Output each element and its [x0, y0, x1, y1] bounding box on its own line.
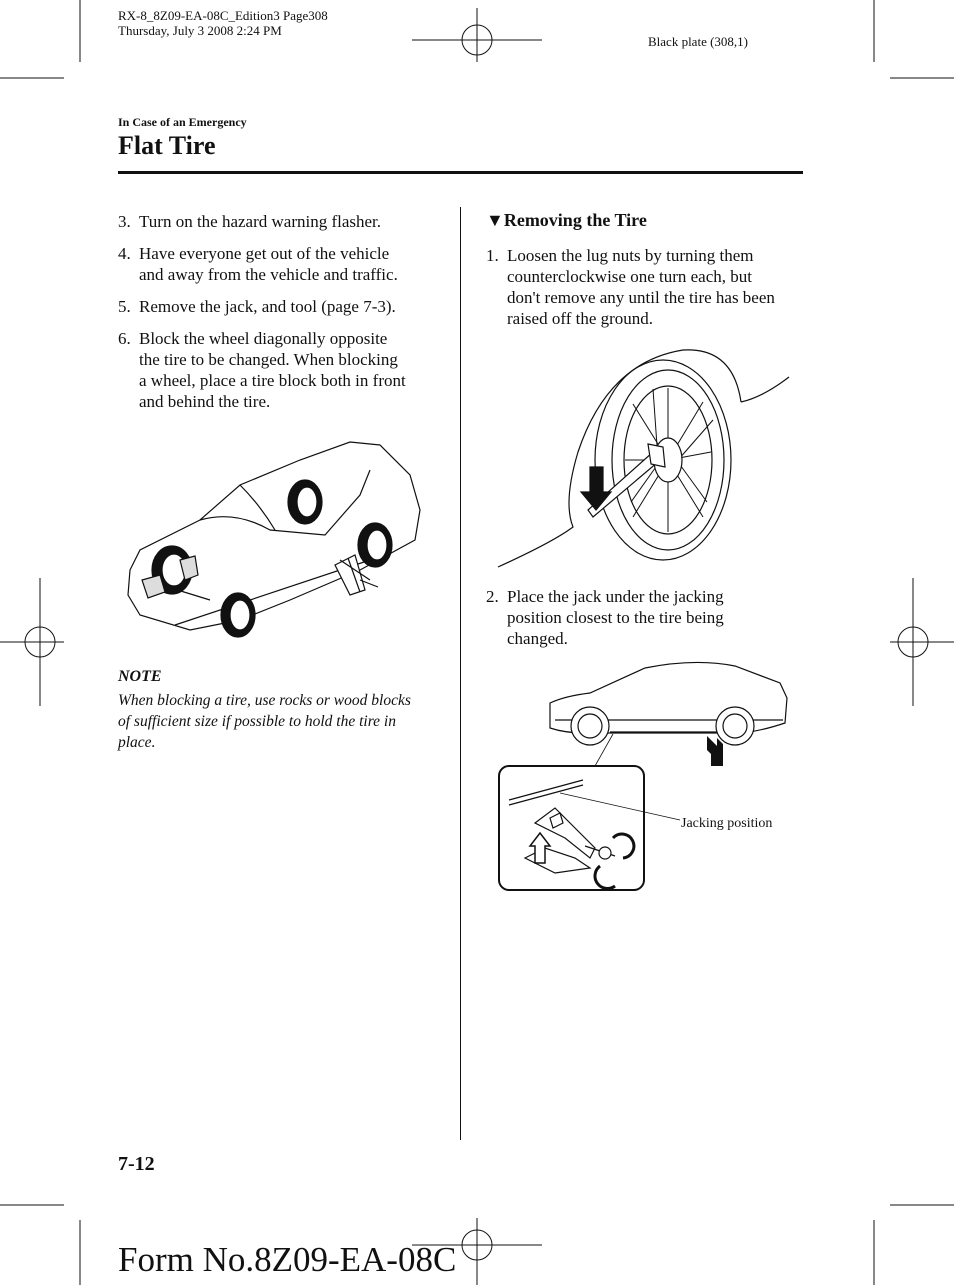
note-heading: NOTE: [118, 668, 162, 685]
page-number: 7-12: [118, 1153, 155, 1175]
print-info: [118, 8, 328, 38]
car-tire-block-illustration: [120, 430, 440, 650]
plate-label: Black plate (308,1): [648, 34, 748, 49]
note-body: When blocking a tire, use rocks or wood blocks of sufficient size if possible to hold the tire in place.: [118, 692, 411, 751]
lug-wrench-illustration: [493, 342, 803, 572]
form-number: Form No.8Z09-EA-08C: [118, 1240, 457, 1279]
title-rule: [118, 171, 803, 174]
page-title: Flat Tire: [118, 131, 216, 160]
subsection-heading: ▼Removing the Tire: [486, 210, 647, 230]
triangle-marker-icon: ▼: [486, 210, 504, 230]
print-line: Thursday, July 3 2008 2:24 PM: [118, 23, 282, 38]
column-divider: [460, 207, 461, 1140]
section-label: In Case of an Emergency: [118, 115, 247, 129]
print-line: RX-8_8Z09-EA-08C_Edition3 Page308: [118, 8, 328, 23]
jacking-position-illustration: [495, 658, 795, 893]
jacking-position-label: Jacking position: [681, 816, 773, 831]
